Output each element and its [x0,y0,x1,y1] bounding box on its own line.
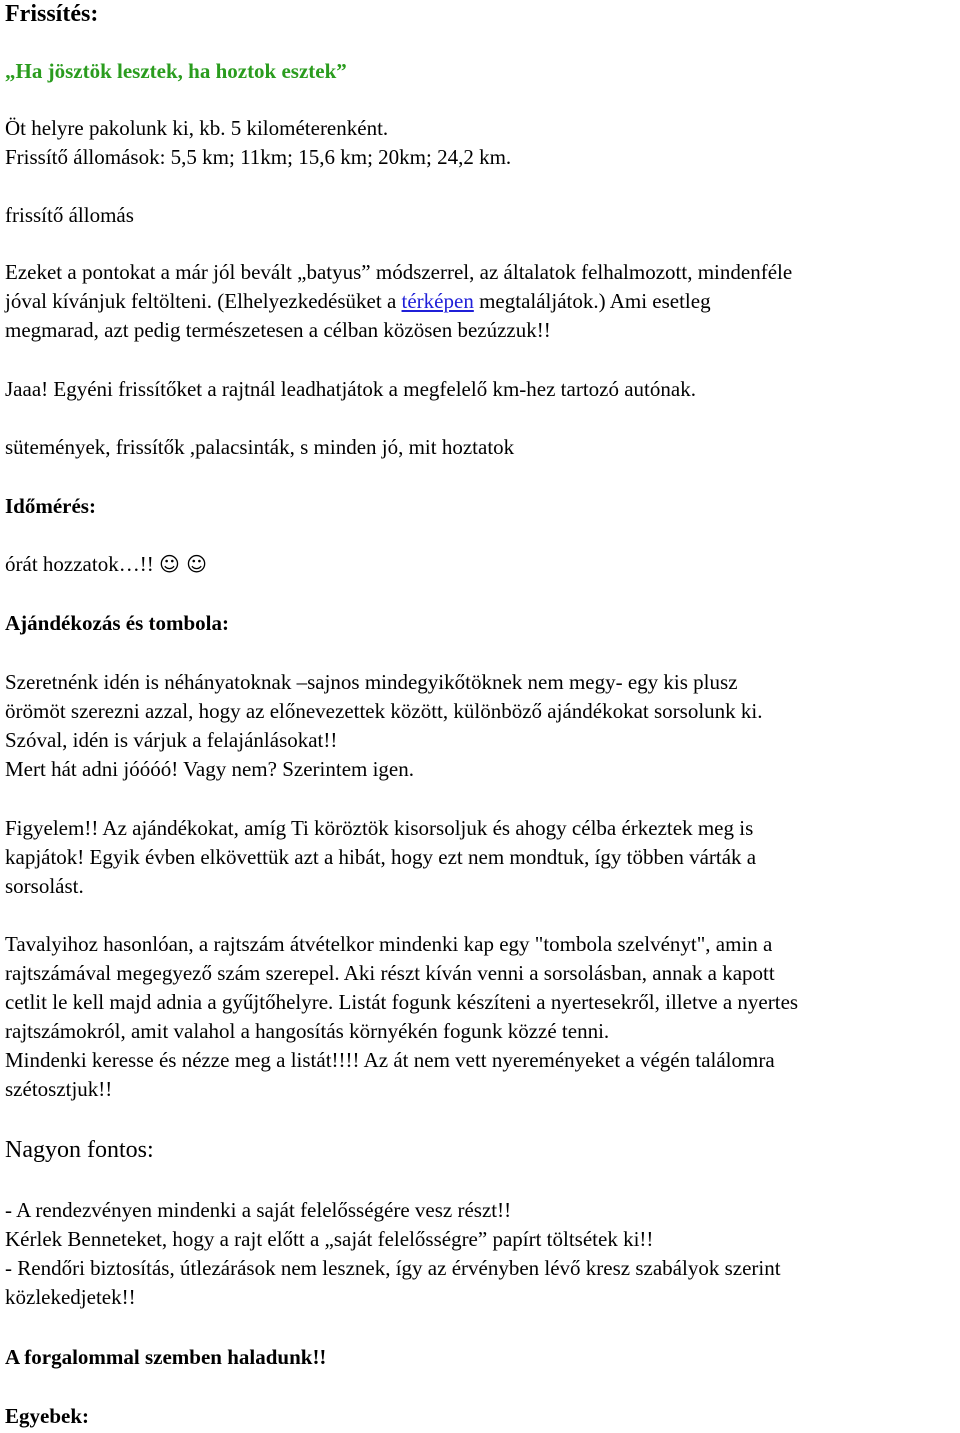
goodies-line: sütemények, frissítők ,palacsinták, s minden jó, mit hoztatok [5,435,515,459]
important-paragraph [5,1196,957,1312]
important-line: Kérlek Benneteket, hogy a rajt előtt a „saját felelősségre” papírt töltsétek ki!! [5,1227,654,1251]
batyus-line-2-rest: megtaláljátok.) Ami esetleg [473,289,711,313]
batyus-line-1: Ezeket a pontokat a már jól bevált „batyus” módszerrel, az általatok felhalmozott, mindenféle [5,260,793,284]
batyus-line-2 [5,287,957,316]
important-heading: Nagyon fontos: [5,1137,154,1163]
gifts-paragraph-3 [5,930,957,1104]
timing-heading: Időmérés: [5,494,96,518]
gifts-p1-line: Szeretnénk idén is néhányatoknak –sajnos mindegyikőtöknek nem megy- egy kis plusz [5,670,738,694]
gifts-p3-line: Mindenki keresse és nézze meg a listát!!!! Az át nem vett nyereményeket a végén találomra [5,1048,775,1072]
other-heading: Egyebek: [5,1404,89,1428]
gifts-p3-line: rajtszámokról, amit valahol a hangosítás környékén fogunk közzé tenni. [5,1019,610,1043]
batyus-line-2-text: jóval kívánjuk feltölteni. (Elhelyezkedésüket a [5,289,402,313]
timing-text-content: órát hozzatok…!! [5,552,159,576]
gifts-heading: Ajándékozás és tombola: [5,611,229,635]
smiley-icon: ☺ ☺ [158,552,207,576]
gifts-p2-line: sorsolást. [5,874,84,898]
traffic-warning: A forgalommal szemben haladunk!! [5,1345,327,1369]
timing-text [5,550,957,579]
map-link[interactable]: térképen [401,289,474,313]
refreshment-paragraph-batyus [5,258,957,345]
important-line: - A rendezvényen mindenki a saját felelősségére vesz részt!! [5,1198,512,1222]
refreshment-slogan: „Ha jösztök lesztek, ha hoztok esztek” [5,59,347,83]
gifts-p2-line: Figyelem!! Az ajándékokat, amíg Ti köröztök kisorsoljuk és ahogy célba érkeztek meg is [5,816,754,840]
refreshment-heading: Frissítés: [5,1,99,27]
gifts-p1-line: Szóval, idén is várjuk a felajánlásokat!! [5,728,338,752]
gifts-p3-line: szétosztjuk!! [5,1077,113,1101]
gifts-p3-line: cetlit le kell majd adnia a gyűjtőhelyre. Listát fogunk készíteni a nyertesekről, illetve a nyertes [5,990,799,1014]
individual-refreshment-note: Jaaa! Egyéni frissítőket a rajtnál leadhatjátok a megfelelő km-hez tartozó autónak. [5,377,696,401]
gifts-p2-line: kapjátok! Egyik évben elkövettük azt a hibát, hogy ezt nem mondtuk, így többen várták a [5,845,757,869]
intro-line: Öt helyre pakolunk ki, kb. 5 kilométerenként. [5,116,389,140]
station-label: frissítő állomás [5,203,134,227]
important-line: - Rendőri biztosítás, útlezárások nem lesznek, így az érvényben lévő kresz szabályok szerint [5,1256,781,1280]
gifts-p3-line: rajtszámával megegyező szám szerepel. Aki részt kíván venni a sorsolásban, annak a kapott [5,961,775,985]
gifts-p3-line: Tavalyihoz hasonlóan, a rajtszám átvételkor mindenki kap egy "tombola szelvényt", amin a [5,932,773,956]
batyus-line-3: megmarad, azt pedig természetesen a célban közösen bezúzzuk!! [5,318,551,342]
stations-line: Frissítő állomások: 5,5 km; 11km; 15,6 km; 20km; 24,2 km. [5,145,512,169]
gifts-p1-line: örömöt szerezni azzal, hogy az előnevezettek között, különböző ajándékokat sorsolunk ki. [5,699,763,723]
gifts-paragraph-1 [5,668,957,784]
refreshment-paragraph-intro [5,114,957,172]
important-line: közlekedjetek!! [5,1285,136,1309]
gifts-p1-line: Mert hát adni jóóóó! Vagy nem? Szerintem igen. [5,757,415,781]
gifts-paragraph-2 [5,814,957,901]
